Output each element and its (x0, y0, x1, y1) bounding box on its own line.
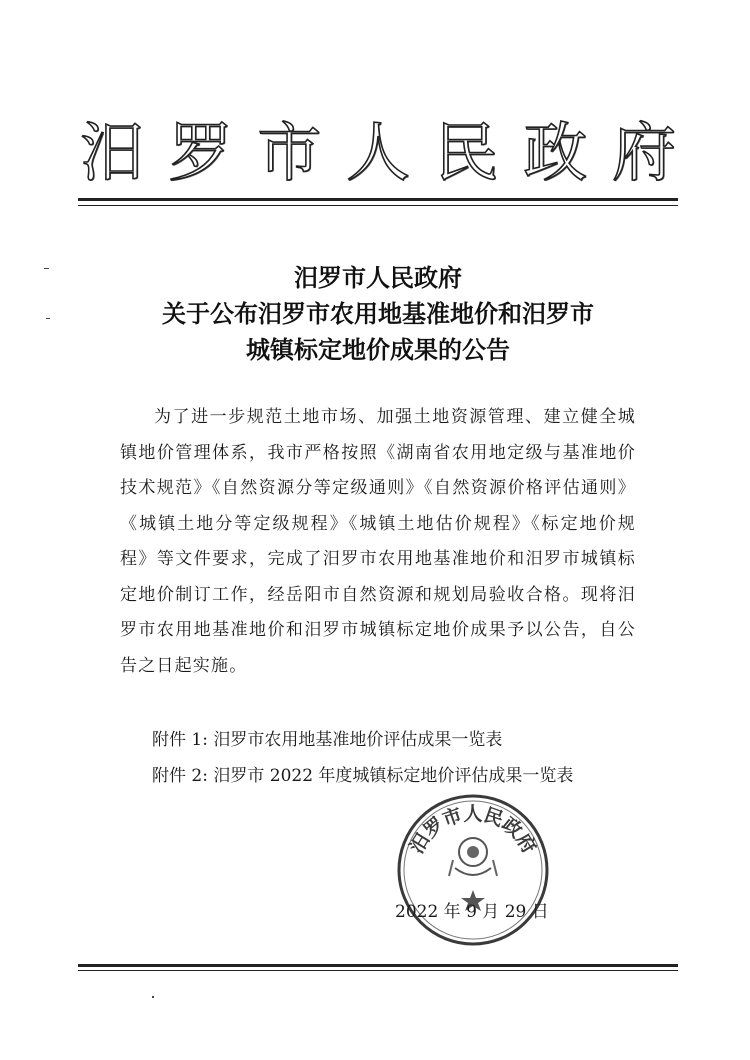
footer-rule-thin (78, 970, 678, 971)
attachment-item: 附件 1: 汨罗市农用地基准地价评估成果一览表 (152, 730, 503, 750)
title-line: 关于公布汨罗市农用地基准地价和汨罗市 (162, 299, 594, 328)
footer-rule-thick (78, 964, 678, 967)
letterhead-rule-thin (78, 205, 678, 206)
attachment-item: 附件 2: 汨罗市 2022 年度城镇标定地价评估成果一览表 (152, 766, 574, 786)
seal-text: 汨罗市人民政府 (405, 803, 541, 858)
letterhead-char: 罗 (168, 117, 233, 191)
letterhead (80, 118, 676, 190)
letterhead-char: 府 (611, 117, 676, 191)
scan-speck (44, 268, 49, 269)
issue-date: 2022 年 9 月 29 日 (395, 902, 549, 922)
official-seal-icon (393, 790, 553, 950)
scan-speck (46, 318, 50, 319)
letterhead-char: 民 (434, 117, 499, 191)
attachment-list (152, 722, 652, 794)
letterhead-char: 政 (523, 117, 588, 191)
title-line: 汨罗市人民政府 (294, 263, 462, 292)
body-paragraph: 为了进一步规范土地市场、加强土地资源管理、建立健全城镇地价管理体系，我市严格按照《湖南省农用地定级与基准地价技术规范》《自然资源分等定级通则》《自然资源价格评估通则》《城镇土地分等定级规程》《城镇土地估价规程》《标定地价规程》等文件要求，完成了汨罗市农用地基准地价和汨罗市城镇标定地价制订工作，经岳阳市自然资源和规划局验收合格。现将汨罗市农用地基准地价和汨罗市城镇标定地价成果予以公告，自公告之日起实施。 (120, 407, 636, 676)
letterhead-char: 人 (345, 117, 410, 191)
scan-speck (152, 996, 154, 998)
letterhead-rule-thick (78, 198, 678, 201)
letterhead-char: 汨 (80, 117, 144, 191)
title-line: 城镇标定地价成果的公告 (246, 335, 510, 364)
document-title (78, 260, 678, 368)
letterhead-char: 市 (257, 117, 322, 191)
